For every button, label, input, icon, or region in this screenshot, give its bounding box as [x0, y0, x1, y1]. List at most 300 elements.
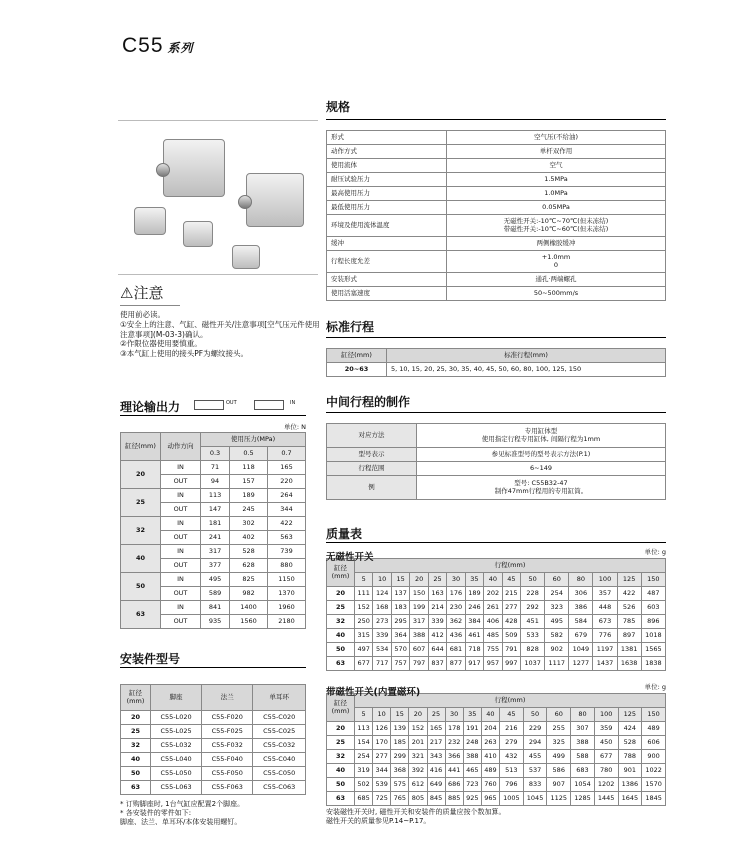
table-cell: 362 [447, 615, 465, 629]
table-cell: 487 [641, 587, 665, 601]
table-cell: OUT [161, 615, 201, 629]
spec-row [327, 273, 666, 287]
table-cell: 681 [447, 643, 465, 657]
table-cell: 248 [463, 736, 481, 750]
table-cell: 缸径(mm) [327, 559, 355, 587]
table-cell: 35 [463, 708, 481, 722]
table-cell: 436 [447, 629, 465, 643]
table-cell: OUT [161, 503, 201, 517]
force-row [121, 461, 306, 475]
table-cell: 388 [410, 629, 428, 643]
table-cell: 246 [465, 601, 483, 615]
table-cell: 118 [230, 461, 268, 475]
table-cell: 935 [201, 615, 230, 629]
table-cell: 215 [502, 587, 520, 601]
table-cell: 空气 [447, 159, 666, 173]
table-cell: 125 [618, 708, 642, 722]
table-cell: 537 [523, 764, 547, 778]
table-cell: 1960 [268, 601, 306, 615]
table-cell: 685 [355, 792, 373, 806]
weight-row [327, 764, 666, 778]
spec-row [327, 187, 666, 201]
table-cell: IN [161, 461, 201, 475]
table-cell: 安装形式 [327, 273, 447, 287]
table-cell: C55-F025 [202, 725, 253, 739]
table-cell: 专用缸体型 使用指定行程专用缸体, 间隔行程为1mm [417, 424, 666, 448]
table-cell: 885 [445, 792, 463, 806]
table-cell: 612 [409, 778, 427, 792]
out-diagram [194, 400, 224, 410]
table-cell: 1277 [569, 657, 593, 671]
mounting-row [121, 781, 306, 795]
table-cell: 965 [481, 792, 499, 806]
table-cell: 295 [391, 615, 409, 629]
mid-stroke-row [327, 448, 666, 462]
table-cell: 5 [355, 708, 373, 722]
table-cell: 982 [230, 587, 268, 601]
weight-row [327, 722, 666, 736]
table-cell: 32 [327, 750, 355, 764]
table-cell: 使用流体 [327, 159, 447, 173]
table-cell: 997 [502, 657, 520, 671]
table-cell: 339 [373, 629, 391, 643]
caution-line: ②作限位器使用要慎重。 [120, 339, 202, 349]
table-cell: 124 [373, 587, 391, 601]
table-cell: 157 [230, 475, 268, 489]
mid-stroke-row [327, 424, 666, 448]
table-cell: 796 [500, 778, 524, 792]
table-cell: 900 [642, 750, 666, 764]
table-cell: 451 [521, 615, 545, 629]
table-cell: 323 [545, 601, 569, 615]
table-cell: 717 [373, 657, 391, 671]
table-cell: 20 [409, 708, 427, 722]
mid-stroke-heading: 中间行程的制作 [326, 393, 666, 413]
weight-section: 质量表 无磁性开关 单位: g 缸径(mm) 行程(mm) 5 10 15 20 25 30 35 40 45 50 60 80 100 125 150 20 111 124 137 150 163 176 189 202 215 228 254 306 357 422 487 25 152 168 183 199 214 230 246 261 277 292 323 386 448 526 603 32 250 273 295 317 339 362 384 406 428 451 495 584 673 785 896 40 315 339 364 388 412 436 461 485 509 533 582 679 776 897 1018 50 497 534 570 607 644 681 718 755 791 828 902 1049 1197 1381 1565 63 677 717 757 797 837 877 917 957 997 1037 1117 1277 1437 1638 1838 带磁性开关(内置磁环) 单位: g 缸径(mm) 行程(mm) 5 10 15 20 25 30 35 40 45 50 60 80 100 125 150 20 113 126 139 152 165 178 191 204 216 229 255 307 359 424 489 25 154 170 185 201 217 232 248 263 279 294 325 388 450 528 606 32 254 277 299 321 343 366 388 410 432 455 499 588 677 788 900 40 319 344 368 392 416 441 465 489 513 537 586 683 780 901 1022 50 502 539 575 612 649 686 723 760 796 833 907 1054 1202 1386 1570 63 685 725 765 805 845 885 925 965 1005 1045 1125 1285 1445 1645 1845 安装磁性开关时, 磁性开关和安装件的质量应按个数加算。 磁性开关的质量参见P.14~P.17。 [326, 527, 666, 826]
table-cell: 339 [428, 615, 446, 629]
table-cell: 20 [121, 461, 161, 489]
table-cell: C55-L040 [151, 753, 202, 767]
table-cell: 181 [201, 517, 230, 531]
table-cell: 25 [327, 736, 355, 750]
table-cell: 406 [484, 615, 502, 629]
table-cell: 63 [327, 657, 355, 671]
table-cell: 168 [373, 601, 391, 615]
table-cell: 502 [355, 778, 373, 792]
table-cell: 606 [642, 736, 666, 750]
table-cell: 424 [618, 722, 642, 736]
table-cell: 25 [121, 725, 151, 739]
spec-row [327, 173, 666, 187]
table-cell: 833 [523, 778, 547, 792]
weight-heading: 质量表 [326, 525, 666, 543]
table-cell: 行程长度允差 [327, 251, 447, 273]
table-cell: 152 [409, 722, 427, 736]
weight-with-switch-table [326, 693, 666, 806]
table-cell: 单杆双作用 [447, 145, 666, 159]
table-cell: 行程(mm) [355, 559, 666, 573]
table-cell: 513 [500, 764, 524, 778]
mounting-row [121, 753, 306, 767]
table-cell: 1054 [571, 778, 595, 792]
spec-row [327, 251, 666, 273]
spec-row [327, 201, 666, 215]
mid-stroke-row [327, 476, 666, 500]
page-title: C55 系列 [122, 34, 194, 57]
force-row [121, 545, 306, 559]
table-cell: 例 [327, 476, 417, 500]
spec-section [326, 98, 666, 301]
table-cell: 344 [373, 764, 391, 778]
table-cell: 80 [569, 573, 593, 587]
table-cell: 317 [201, 545, 230, 559]
table-cell: 150 [641, 573, 665, 587]
table-cell: 1018 [641, 629, 665, 643]
table-cell: 214 [428, 601, 446, 615]
table-cell: 584 [569, 615, 593, 629]
table-cell: OUT [161, 475, 201, 489]
table-cell: 364 [391, 629, 409, 643]
table-cell: 563 [268, 531, 306, 545]
table-cell: IN [161, 601, 201, 615]
table-cell: 412 [428, 629, 446, 643]
table-cell: 461 [465, 629, 483, 643]
force-unit: 单位: N [283, 423, 306, 431]
table-cell: 30 [447, 573, 465, 587]
table-cell: 1022 [642, 764, 666, 778]
table-cell: 495 [545, 615, 569, 629]
weight-row [327, 615, 666, 629]
table-cell: C55-L050 [151, 767, 202, 781]
table-cell: 776 [593, 629, 617, 643]
table-cell: 607 [410, 643, 428, 657]
table-cell: 最低使用压力 [327, 201, 447, 215]
table-cell: 63 [327, 792, 355, 806]
table-cell: 485 [484, 629, 502, 643]
table-cell: 1638 [617, 657, 641, 671]
table-cell: 241 [201, 531, 230, 545]
table-cell: 189 [230, 489, 268, 503]
table-cell: 791 [502, 643, 520, 657]
table-cell: 32 [121, 517, 161, 545]
table-cell: 1.0MPa [447, 187, 666, 201]
table-cell: 50 [121, 767, 151, 781]
table-cell: 32 [121, 739, 151, 753]
table-cell: 841 [201, 601, 230, 615]
table-cell: 255 [547, 722, 571, 736]
table-cell: 499 [547, 750, 571, 764]
table-cell: 216 [500, 722, 524, 736]
table-cell: 683 [571, 764, 595, 778]
table-cell: 277 [502, 601, 520, 615]
table-cell: 644 [428, 643, 446, 657]
weight-row [327, 643, 666, 657]
table-cell: 386 [569, 601, 593, 615]
spec-row [327, 131, 666, 145]
table-cell: 603 [641, 601, 665, 615]
table-cell: 765 [391, 792, 409, 806]
table-cell: C55-C050 [253, 767, 306, 781]
table-cell: 189 [465, 587, 483, 601]
table-cell: 1037 [521, 657, 545, 671]
table-cell: 217 [427, 736, 445, 750]
mounting-section: 安装件型号 缸径(mm) 脚座 法兰 单耳环 20 C55-L020 C55-F020 C55-C020 25 C55-L025 C55-F025 C55-C025 32 C55-L032 C55-F032 C55-C032 40 C55-L040 C55-F040 C55-C040 50 C55-L050 C55-F050 C55-C050 63 C55-L063 C55-F063 C55-C063 * 订购脚座时, 1台气缸应配置2个脚座。 * 各安装件的零件如下: 脚座、法兰、单耳环/本体安装用螺钉。 [120, 650, 306, 827]
table-cell: 1560 [230, 615, 268, 629]
table-cell: 589 [201, 587, 230, 601]
table-cell: 528 [230, 545, 268, 559]
table-cell: 40 [121, 753, 151, 767]
table-cell: 422 [617, 587, 641, 601]
with-switch-title: 带磁性开关(内置磁环) [326, 687, 421, 698]
table-cell: 1437 [593, 657, 617, 671]
table-cell: OUT [161, 587, 201, 601]
table-cell: 677 [355, 657, 373, 671]
mounting-table: 缸径(mm) 脚座 法兰 单耳环 20 C55-L020 C55-F020 C55-C020 25 C55-L025 C55-F025 C55-C025 32 C55-L032 C55-F032 C55-C032 40 C55-L040 C55-F040 C55-C040 50 C55-L050 C55-F050 C55-C050 63 C55-L063 C55-F063 C55-C063 [120, 684, 306, 795]
warning-icon: ⚠ [120, 284, 134, 302]
weight-row [327, 750, 666, 764]
table-cell: 582 [545, 629, 569, 643]
table-cell: 261 [484, 601, 502, 615]
product-photo [118, 120, 318, 275]
table-cell: 25 [121, 489, 161, 517]
table-cell: 6~149 [417, 462, 666, 476]
table-cell: 448 [593, 601, 617, 615]
weight-stroke-row [327, 573, 666, 587]
force-row [121, 517, 306, 531]
table-cell: 292 [521, 601, 545, 615]
no-switch-title: 无磁性开关 [326, 552, 374, 563]
weight-header-row [327, 559, 666, 573]
table-cell: 344 [268, 503, 306, 517]
table-cell: 1445 [594, 792, 618, 806]
table-cell: 254 [355, 750, 373, 764]
table-cell: 1045 [523, 792, 547, 806]
table-cell: 185 [391, 736, 409, 750]
table-cell: 279 [500, 736, 524, 750]
table-cell: 201 [409, 736, 427, 750]
table-cell: 533 [521, 629, 545, 643]
table-cell: 10 [373, 573, 391, 587]
table-cell: 空气压(不给油) [447, 131, 666, 145]
table-cell: 230 [447, 601, 465, 615]
table-cell: 673 [593, 615, 617, 629]
table-cell: 45 [502, 573, 520, 587]
table-cell: 686 [445, 778, 463, 792]
caution-section [120, 282, 320, 359]
table-cell: 20 [410, 573, 428, 587]
table-cell: 无磁性开关:-10℃~70℃(但未冻结) 带磁性开关:-10℃~60℃(但未冻结) [447, 215, 666, 237]
table-cell: 465 [463, 764, 481, 778]
spec-row [327, 287, 666, 301]
table-cell: 388 [571, 736, 595, 750]
spec-table [326, 130, 666, 301]
table-cell: C55-L025 [151, 725, 202, 739]
weight-row [327, 657, 666, 671]
table-cell: 410 [481, 750, 499, 764]
force-row [121, 489, 306, 503]
table-cell: 50 [327, 643, 355, 657]
force-row [121, 573, 306, 587]
table-cell: 359 [594, 722, 618, 736]
table-cell: 539 [373, 778, 391, 792]
mid-stroke-section [326, 393, 666, 500]
mid-stroke-row [327, 462, 666, 476]
table-cell: 263 [481, 736, 499, 750]
table-cell: 32 [327, 615, 355, 629]
force-row [121, 601, 306, 615]
table-cell: 254 [545, 587, 569, 601]
table-cell: 126 [373, 722, 391, 736]
table-cell: 723 [463, 778, 481, 792]
table-cell: IN [161, 545, 201, 559]
table-cell: 880 [268, 559, 306, 573]
table-cell: 422 [268, 517, 306, 531]
table-cell: 220 [268, 475, 306, 489]
table-cell: 245 [230, 503, 268, 517]
table-cell: 901 [618, 764, 642, 778]
table-cell: 191 [463, 722, 481, 736]
table-cell: +1.0mm 0 [447, 251, 666, 273]
table-cell: 1150 [268, 573, 306, 587]
table-cell: 294 [523, 736, 547, 750]
table-cell: 176 [447, 587, 465, 601]
table-cell: 805 [409, 792, 427, 806]
weight-row [327, 629, 666, 643]
table-cell: C55-C025 [253, 725, 306, 739]
table-cell: C55-C032 [253, 739, 306, 753]
table-cell: C55-F063 [202, 781, 253, 795]
table-cell: 60 [547, 708, 571, 722]
caution-line: 使用前必读。 [120, 310, 165, 319]
table-cell: 1370 [268, 587, 306, 601]
table-cell: 行程范围 [327, 462, 417, 476]
weight-row [327, 587, 666, 601]
mounting-row [121, 725, 306, 739]
table-cell: 通孔·两端螺孔 [447, 273, 666, 287]
table-cell: OUT [161, 559, 201, 573]
table-cell: OUT [161, 531, 201, 545]
table-cell: 35 [465, 573, 483, 587]
table-cell: 319 [355, 764, 373, 778]
table-cell: 94 [201, 475, 230, 489]
table-cell: 5 [355, 573, 373, 587]
table-cell: 232 [445, 736, 463, 750]
table-cell: 528 [618, 736, 642, 750]
table-cell: 199 [410, 601, 428, 615]
table-cell: 575 [391, 778, 409, 792]
table-cell: 825 [230, 573, 268, 587]
weight-row [327, 778, 666, 792]
std-stroke-table: 缸径(mm) 标准行程(mm) 20~63 5, 10, 15, 20, 25, 30, 35, 40, 45, 50, 60, 80, 100, 125, 150 [326, 348, 666, 377]
table-cell: 100 [594, 708, 618, 722]
table-cell: 71 [201, 461, 230, 475]
table-cell: 797 [410, 657, 428, 671]
table-cell: C55-C020 [253, 711, 306, 725]
weight-stroke-row [327, 708, 666, 722]
table-cell: 250 [355, 615, 373, 629]
table-cell: C55-F050 [202, 767, 253, 781]
table-cell: 参见标准型号的型号表示方法(P.1) [417, 448, 666, 462]
table-cell: 25 [428, 573, 446, 587]
table-cell: 428 [502, 615, 520, 629]
caution-title: ⚠注意 [120, 282, 180, 306]
table-cell: 使用活塞速度 [327, 287, 447, 301]
table-cell: 299 [391, 750, 409, 764]
spec-row [327, 215, 666, 237]
table-cell: 1570 [642, 778, 666, 792]
table-cell: 50 [521, 573, 545, 587]
table-cell: 型号: C55B32-47 制作47mm行程用的专用缸筒。 [417, 476, 666, 500]
table-cell: 785 [617, 615, 641, 629]
table-cell: 896 [641, 615, 665, 629]
in-diagram [254, 400, 284, 410]
table-cell: 1285 [571, 792, 595, 806]
table-cell: 628 [230, 559, 268, 573]
force-table: 缸径(mm) 动作方向 使用压力(MPa) 0.3 0.5 0.7 20 IN 71 118 165 OUT 94 157 220 25 IN 113 189 264 OUT 147 245 344 32 IN 181 302 422 OUT 241 402 563 40 IN 317 528 739 OUT 377 628 880 50 IN 495 825 1150 OUT 589 982 1370 63 IN 841 1400 1960 OUT 935 1560 2180 [120, 432, 306, 629]
table-cell: 15 [391, 708, 409, 722]
table-cell: 25 [327, 601, 355, 615]
table-cell: 环境及使用流体温度 [327, 215, 447, 237]
table-cell: 40 [327, 764, 355, 778]
table-cell: 20 [327, 587, 355, 601]
table-cell: 缸径(mm) [327, 694, 355, 722]
table-cell: 40 [481, 708, 499, 722]
table-cell: 1386 [618, 778, 642, 792]
table-cell: 677 [594, 750, 618, 764]
spec-row [327, 159, 666, 173]
table-cell: 100 [593, 573, 617, 587]
table-cell: 154 [355, 736, 373, 750]
table-cell: 动作方式 [327, 145, 447, 159]
table-cell: 170 [373, 736, 391, 750]
table-cell: 526 [617, 601, 641, 615]
table-cell: 40 [327, 629, 355, 643]
table-cell: 20 [121, 711, 151, 725]
spec-row [327, 145, 666, 159]
table-cell: 377 [201, 559, 230, 573]
table-cell: 325 [547, 736, 571, 750]
table-cell: 1005 [500, 792, 524, 806]
table-cell: 2180 [268, 615, 306, 629]
table-cell: 1202 [594, 778, 618, 792]
table-cell: 302 [230, 517, 268, 531]
table-cell: 388 [463, 750, 481, 764]
weight-row [327, 736, 666, 750]
table-cell: 925 [463, 792, 481, 806]
table-cell: 307 [571, 722, 595, 736]
table-cell: 60 [545, 573, 569, 587]
table-cell: 509 [502, 629, 520, 643]
table-cell: 1381 [617, 643, 641, 657]
table-cell: 111 [355, 587, 373, 601]
table-cell: 757 [391, 657, 409, 671]
table-cell: 113 [355, 722, 373, 736]
table-cell: 147 [201, 503, 230, 517]
table-cell: 306 [569, 587, 593, 601]
table-cell: 588 [571, 750, 595, 764]
table-cell: 649 [427, 778, 445, 792]
table-cell: 402 [230, 531, 268, 545]
table-cell: 228 [521, 587, 545, 601]
table-cell: 495 [201, 573, 230, 587]
table-cell: 63 [121, 601, 161, 629]
table-cell: 1645 [618, 792, 642, 806]
table-cell: C55-F040 [202, 753, 253, 767]
table-cell: 317 [410, 615, 428, 629]
force-heading: 理论输出力 OUT IN [120, 398, 306, 416]
table-cell: 125 [617, 573, 641, 587]
table-cell: 432 [500, 750, 524, 764]
